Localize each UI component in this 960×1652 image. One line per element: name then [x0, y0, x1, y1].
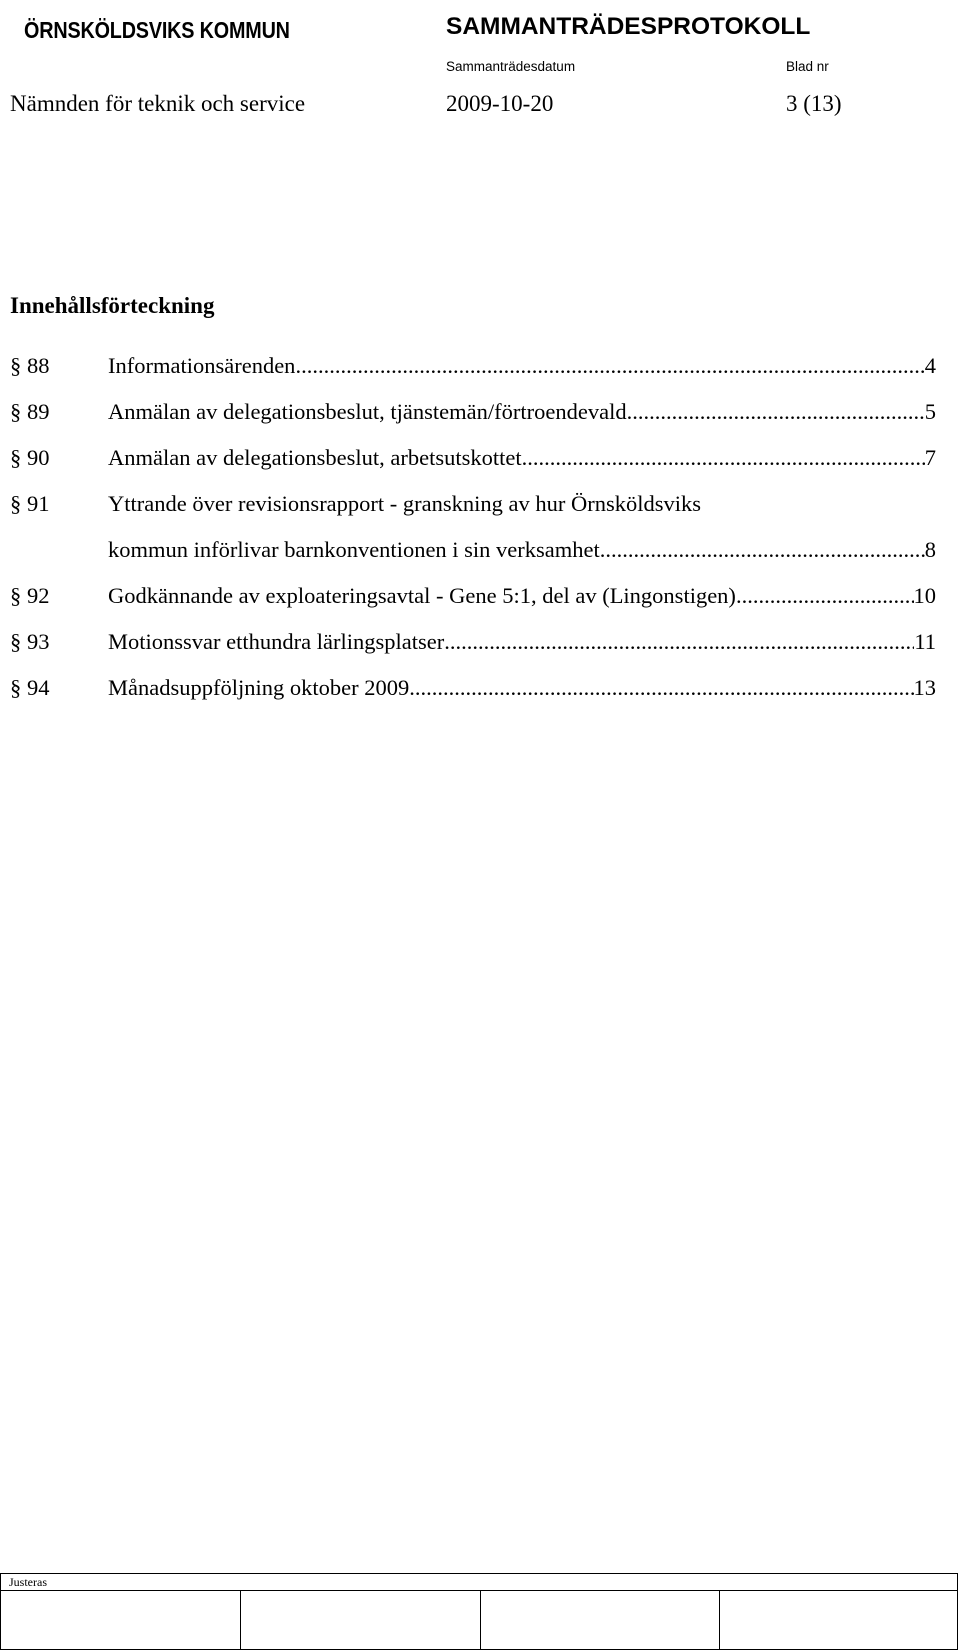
section-symbol: § — [10, 353, 22, 378]
toc-entry-title: Månadsuppföljning oktober 2009 — [108, 675, 410, 700]
toc-page-number: 11 — [914, 629, 936, 654]
toc-line — [0, 630, 960, 676]
toc-entry — [0, 492, 960, 584]
dot-leader — [444, 630, 914, 654]
signature-table — [0, 1573, 958, 1650]
section-symbol: § — [10, 675, 22, 700]
toc-line — [0, 354, 960, 400]
dot-leader — [627, 400, 925, 424]
document-type-title: SAMMANTRÄDESPROTOKOLL — [446, 13, 811, 40]
signature-cell — [1, 1591, 241, 1649]
toc-entry-title: Yttrande över revisionsrapport - granskning av hur Örnsköldsviks — [108, 491, 702, 516]
signature-cell — [481, 1591, 720, 1649]
toc-entry — [0, 446, 960, 492]
dot-leader — [522, 446, 925, 470]
section-number: 91 — [27, 491, 50, 516]
toc-page-number: 10 — [913, 583, 936, 608]
toc-title: Innehållsförteckning — [10, 293, 215, 318]
toc-line — [0, 538, 960, 584]
section-symbol: § — [10, 583, 22, 608]
section-symbol: § — [10, 399, 22, 424]
toc-text-wrap — [108, 584, 936, 608]
toc-entry — [0, 630, 960, 676]
section-number: 90 — [27, 445, 50, 470]
toc-entry-title: Anmälan av delegationsbeslut, arbetsutskottet — [108, 445, 522, 470]
meeting-date: 2009-10-20 — [446, 91, 554, 116]
municipality-logo — [16, 8, 321, 52]
page-number: 3 (13) — [786, 91, 842, 116]
dot-leader — [409, 676, 913, 700]
toc-entry-title: Godkännande av exploateringsavtal - Gene 5:1, del av (Lingonstigen) — [108, 583, 736, 608]
signature-cell — [720, 1591, 959, 1649]
toc-text-wrap — [108, 354, 936, 378]
toc-text-wrap — [108, 446, 936, 470]
section-symbol: § — [10, 445, 22, 470]
toc-line — [0, 676, 960, 722]
toc-text-wrap — [108, 538, 936, 562]
section-number: 89 — [27, 399, 50, 424]
logo-text: ÖRNSKÖLDSVIKS KOMMUN — [24, 16, 290, 43]
signature-cell — [241, 1591, 481, 1649]
section-symbol: § — [10, 491, 22, 516]
meeting-date-label: Sammanträdesdatum — [446, 59, 576, 74]
section-symbol: § — [10, 629, 22, 654]
dot-leader — [295, 354, 924, 378]
toc-page-number: 4 — [924, 353, 936, 378]
toc-page-number: 7 — [924, 445, 936, 470]
toc-entry — [0, 584, 960, 630]
section-number: 94 — [27, 675, 50, 700]
committee-name: Nämnden för teknik och service — [10, 91, 306, 116]
toc-entry — [0, 354, 960, 400]
toc-entry-title: kommun införlivar barnkonventionen i sin verksamhet — [108, 537, 600, 562]
toc-text-wrap — [108, 492, 936, 516]
toc-entry-title: Informationsärenden — [108, 353, 296, 378]
toc-line — [0, 584, 960, 630]
toc-list — [0, 354, 960, 722]
toc-entry — [0, 400, 960, 446]
toc-page-number: 5 — [924, 399, 936, 424]
signature-label-row — [1, 1574, 957, 1591]
signature-label: Justeras — [9, 1575, 47, 1589]
section-number: 88 — [27, 353, 50, 378]
toc-page-number: 8 — [924, 537, 936, 562]
dot-leader — [600, 538, 925, 562]
toc-line — [0, 446, 960, 492]
toc-entry-title: Anmälan av delegationsbeslut, tjänstemän/förtroendevald — [108, 399, 627, 424]
toc-text-wrap — [108, 630, 936, 654]
section-number: 93 — [27, 629, 50, 654]
toc-entry-title: Motionssvar etthundra lärlingsplatser — [108, 629, 445, 654]
section-number: 92 — [27, 583, 50, 608]
dot-leader — [736, 584, 914, 608]
toc-text-wrap — [108, 400, 936, 424]
toc-text-wrap — [108, 676, 936, 700]
toc-line — [0, 492, 960, 538]
toc-line — [0, 400, 960, 446]
page-number-label: Blad nr — [786, 59, 829, 74]
toc-page-number: 13 — [913, 675, 936, 700]
toc-entry — [0, 676, 960, 722]
